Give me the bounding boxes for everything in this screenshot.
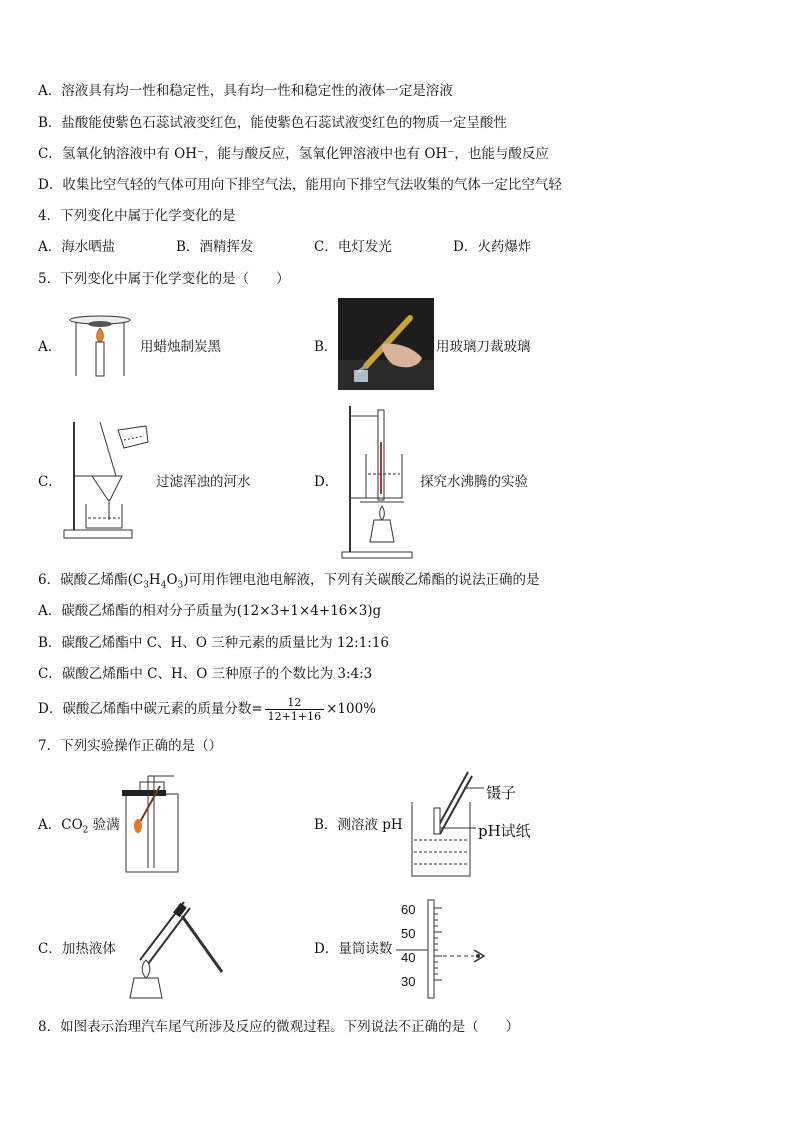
q7-option-b: B．测溶液 pH — [314, 817, 403, 833]
q8-stem: 8．如图表示治理汽车尾气所涉及反应的微观过程。下列说法不正确的是（ ） — [38, 1019, 520, 1035]
q7-option-c: C．加热液体 — [38, 941, 116, 957]
q4-option-c: C．电灯发光 — [314, 239, 392, 255]
q6-option-a: A．碳酸乙烯酯的相对分子质量为(12×3+1×4+16×3)g — [38, 603, 382, 619]
q4-stem: 4．下列变化中属于化学变化的是 — [38, 208, 236, 224]
heating-liquid-figure — [118, 894, 228, 1004]
q5-option-b-caption: 用玻璃刀裁玻璃 — [436, 339, 531, 355]
q5-option-a-label: A． — [38, 339, 62, 355]
candle-carbon-black-figure — [62, 310, 138, 380]
q7-option-a: A．$CO_2$ 验满 — [38, 817, 120, 836]
ph-paper-label: pH试纸 — [478, 822, 531, 840]
q7-stem: 7．下列实验操作正确的是（） — [38, 738, 223, 754]
carbon-fraction: $\frac{12}{12+1+16}$ — [265, 696, 324, 723]
q5-option-d-caption: 探究水沸腾的实验 — [420, 474, 528, 490]
q6-stem: 6．碳酸乙烯酯$(C_3H_4O_3)$可用作锂电池电解液，下列有关碳酸乙烯酯的说法正确的是 — [38, 572, 540, 591]
q6-option-b: B．碳酸乙烯酯中 C、H、O 三种元素的质量比为 12:1:16 — [38, 635, 390, 651]
q7-option-d: D．量筒读数 — [314, 941, 393, 957]
boiling-water-experiment-figure — [340, 402, 420, 560]
q4-option-b: B．酒精挥发 — [176, 239, 254, 255]
cylinder-tick-60: 60 — [401, 902, 416, 917]
filtration-apparatus-figure — [62, 416, 154, 542]
cylinder-tick-40: 40 — [401, 950, 416, 965]
q5-stem: 5．下列变化中属于化学变化的是（ ） — [38, 271, 290, 287]
cylinder-tick-30: 30 — [401, 974, 416, 989]
q4-option-d: D．火药爆炸 — [453, 239, 532, 255]
q5-option-c-caption: 过滤浑浊的河水 — [156, 474, 251, 490]
cylinder-tick-50: 50 — [401, 926, 416, 941]
q4-option-a: A．海水晒盐 — [38, 239, 116, 255]
q3-option-d: D．收集比空气轻的气体可用向下排空气法，能用向下排空气法收集的气体一定比空气轻 — [38, 177, 562, 193]
co2-gas-bottle-figure — [118, 772, 190, 876]
q5-option-b-label: B． — [314, 339, 338, 355]
q3-option-b: B．盐酸能使紫色石蕊试液变红色，能使紫色石蕊试液变红色的物质一定呈酸性 — [38, 115, 507, 131]
q3-option-c: C．氢氧化钠溶液中有 OH⁻，能与酸反应，氢氧化钾溶液中也有 OH⁻，也能与酸反应 — [38, 146, 549, 162]
q5-option-c-label: C． — [38, 474, 62, 490]
q5-option-d-label: D． — [314, 474, 339, 490]
tweezers-label: 镊子 — [486, 784, 517, 802]
q3-option-a: A．溶液具有均一性和稳定性，具有均一性和稳定性的液体一定是溶液 — [38, 83, 453, 99]
q6-option-d: D．碳酸乙烯酯中碳元素的质量分数= $\frac{12}{12+1+16}$ ×100% — [38, 696, 376, 723]
q6-option-c: C．碳酸乙烯酯中 C、H、O 三种原子的个数比为 3:4:3 — [38, 666, 373, 682]
glass-cutter-photo — [338, 298, 434, 390]
q5-option-a-caption: 用蜡烛制炭黑 — [140, 339, 221, 355]
